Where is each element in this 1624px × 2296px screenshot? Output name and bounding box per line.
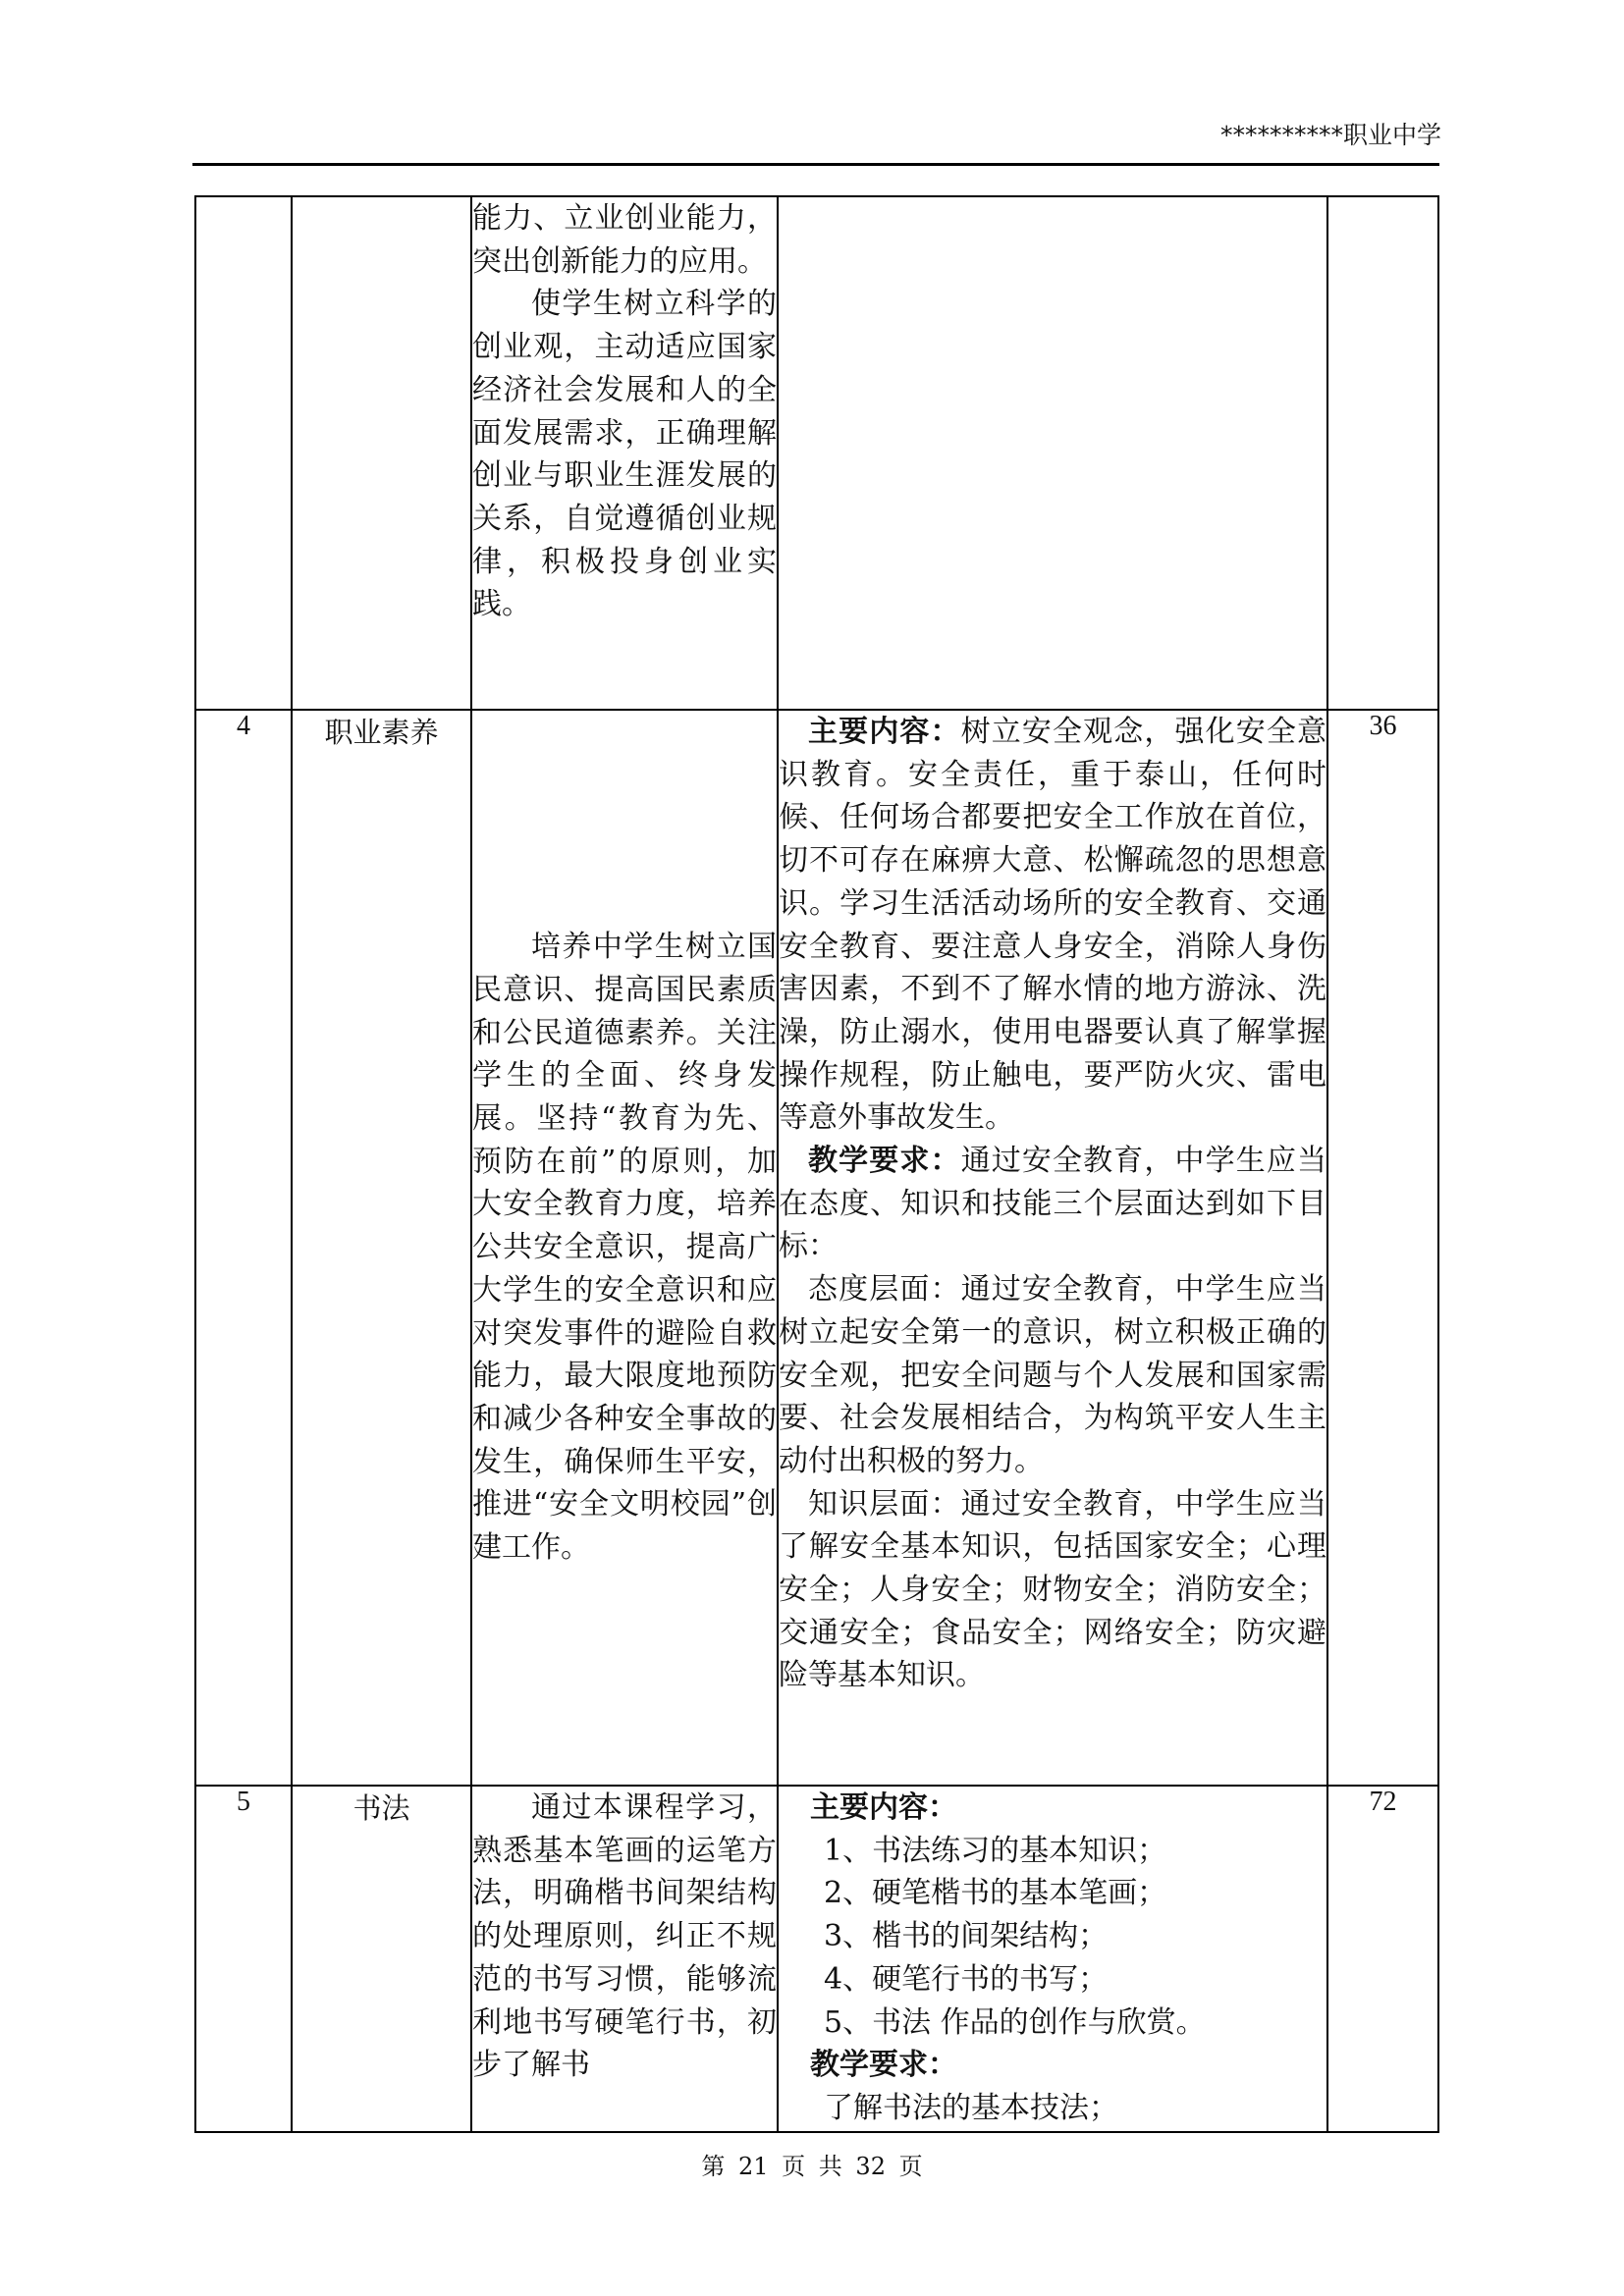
requirement-paragraph [779, 1140, 1326, 1268]
header-school-name: **********职业中学 [1219, 121, 1441, 149]
course-content [778, 710, 1327, 1786]
course-goal [471, 710, 778, 1786]
requirement-text: 通过安全教育，中学生应当在态度、知识和技能三个层面达到如下目标： [779, 1144, 1326, 1264]
content-text: 树立安全观念，强化安全意识教育。安全责任，重于泰山，任何时候、任何场合都要把安全工作放在首位，切不可存在麻痹大意、松懈疏忽的思想意识。学习生活活动场所的安全教育、交通安全教育、要注意人身安全，消除人身伤害因素，不到不了解水情的地方游泳、洗澡，防止溺水，使用电器要认真了解掌握操作规程，防止触电，要严防火灾、雷电等意外事故发生。 [779, 715, 1326, 1136]
content-item: 1、书法练习的基本知识； [824, 1833, 1167, 1868]
row-number: 4 [195, 710, 292, 1786]
requirement-item: 了解书法的基本技法； [824, 2090, 1118, 2125]
course-hours: 72 [1327, 1786, 1438, 2132]
row-number [195, 196, 292, 710]
content-item: 4、硬笔行书的书写； [824, 1961, 1109, 1997]
table-row [195, 196, 1438, 710]
course-content [778, 1786, 1327, 2132]
row-number: 5 [195, 1786, 292, 2132]
goal-paragraph: 能力、立业创业能力，突出创新能力的应用。 [472, 201, 777, 279]
page-number: 第 21 页 共 32 页 [701, 2153, 923, 2180]
content-label: 主要内容： [810, 1790, 957, 1825]
knowledge-paragraph: 知识层面：通过安全教育，中学生应当了解安全基本知识，包括国家安全；心理安全；人身安全；财物安全；消防安全；交通安全；食品安全；网络安全；防灾避险等基本知识。 [779, 1486, 1326, 1693]
header-rule [192, 163, 1439, 166]
content-item: 5、书法 作品的创作与欣赏。 [824, 2004, 1206, 2040]
table-row [195, 1786, 1438, 2132]
goal-paragraph: 通过本课程学习，熟悉基本笔画的运笔方法，明确楷书间架结构的处理原则，纠正不规范的书写习惯，能够流利地书写硬笔行书，初步了解书 [472, 1790, 777, 2083]
content-item: 3、楷书的间架结构； [824, 1919, 1109, 1954]
course-goal [471, 196, 778, 710]
course-hours [1327, 196, 1438, 710]
course-name: 书法 [292, 1786, 471, 2132]
content-label: 主要内容： [808, 715, 961, 749]
course-goal [471, 1786, 778, 2132]
course-name [292, 196, 471, 710]
goal-paragraph: 使学生树立科学的创业观，主动适应国家经济社会发展和人的全面发展需求，正确理解创业与职业生涯发展的关系，自觉遵循创业规律，积极投身创业实践。 [472, 287, 777, 622]
course-name: 职业素养 [292, 710, 471, 1786]
content-paragraph [779, 711, 1326, 1140]
course-content [778, 196, 1327, 710]
goal-paragraph: 培养中学生树立国民意识、提高国民素质和公民道德素养。关注学生的全面、终身发展。坚持“教育为先、预防在前”的原则，加大安全教育力度，培养公共安全意识，提高广大学生的安全意识和应对突发事件的避险自救能力，最大限度地预防和减少各种安全事故的发生，确保师生平安，推进“安全文明校园”创建工作。 [472, 930, 777, 1566]
course-hours: 36 [1327, 710, 1438, 1786]
requirement-label: 教学要求： [810, 2048, 957, 2083]
course-table [194, 195, 1439, 2133]
table-row [195, 710, 1438, 1786]
requirement-label: 教学要求： [808, 1144, 961, 1179]
attitude-paragraph: 态度层面：通过安全教育，中学生应当树立起安全第一的意识，树立积极正确的安全观，把安全问题与个人发展和国家需要、社会发展相结合，为构筑平安人生主动付出积极的努力。 [779, 1272, 1326, 1478]
content-item: 2、硬笔楷书的基本笔画； [824, 1876, 1167, 1911]
